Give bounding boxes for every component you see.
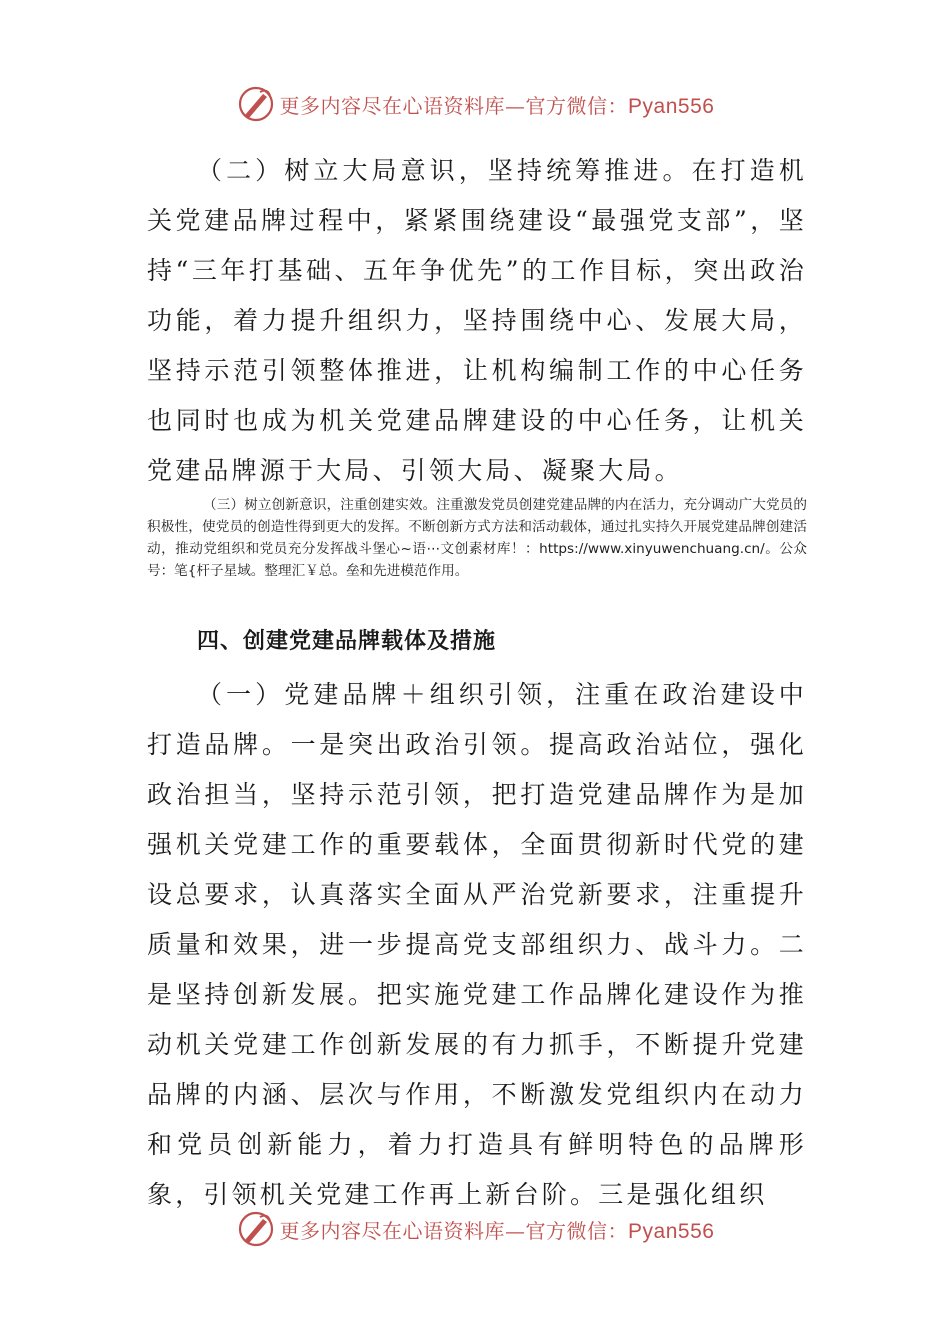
banner-main-text: 更多内容尽在心语资料库 xyxy=(279,1218,506,1243)
header-watermark-banner xyxy=(0,82,950,126)
banner-wechat-id: Pyan556 xyxy=(628,1219,715,1243)
paragraph-section-4-1: （一）党建品牌＋组织引领，注重在政治建设中打造品牌。一是突出政治引领。提高政治站位，强化政治担当，坚持示范引领，把打造党建品牌作为是加强机关党建工作的重要载体，全面贯彻新时代党的建设总要求，认真落实全面从严治党新要求，注重提升质量和效果，进一步提高党支部组织力、战斗力。二是坚持创新发展。把实施党建工作品牌化建设作为推动机关党建工作创新发展的有力抓手，不断提升党建品牌的内涵、层次与作用，不断激发党组织内在动力和党员创新能力，着力打造具有鲜明特色的品牌形象，引领机关党建工作再上新台阶。三是强化组织 xyxy=(147,680,807,1209)
section-heading: 四、创建党建品牌载体及措施 xyxy=(197,629,497,654)
banner-text xyxy=(280,1215,715,1244)
banner-wechat-id: Pyan556 xyxy=(628,94,715,118)
banner-text xyxy=(280,90,715,119)
banner-main-text: 更多内容尽在心语资料库 xyxy=(279,93,506,118)
pen-logo-icon xyxy=(236,1209,276,1249)
banner-wechat-label: 官方微信： xyxy=(525,1218,629,1243)
banner-wechat-label: 官方微信： xyxy=(525,93,629,118)
pen-logo-icon xyxy=(236,84,276,124)
footer-watermark-banner xyxy=(0,1207,950,1251)
paragraph-section-2: （二）树立大局意识，坚持统筹推进。在打造机关党建品牌过程中，紧紧围绕建设“最强党支部”，坚持“三年打基础、五年争优先”的工作目标，突出政治功能，着力提升组织力，坚持围绕中心、发展大局，坚持示范引领整体推进，让机构编制工作的中心任务也同时也成为机关党建品牌建设的中心任务，让机关党建品牌源于大局、引领大局、凝聚大局。 xyxy=(147,156,807,485)
banner-separator: — xyxy=(505,1218,526,1243)
banner-separator: — xyxy=(505,93,526,118)
paragraph-section-3-small: （三）树立创新意识，注重创建实效。注重激发党员创建党建品牌的内在活力，充分调动广大党员的积极性，使党员的创造性得到更大的发挥。不断创新方式方法和活动载体，通过扎实持久开展党建品牌创建活动，推动党组织和党员充分发挥战斗堡心~语⋯文创素材库！：https://www.xinyuwenchuang.cn/。公众号：笔{杆子星域。整理汇￥总。垒和先进模范作用。 xyxy=(147,497,807,579)
